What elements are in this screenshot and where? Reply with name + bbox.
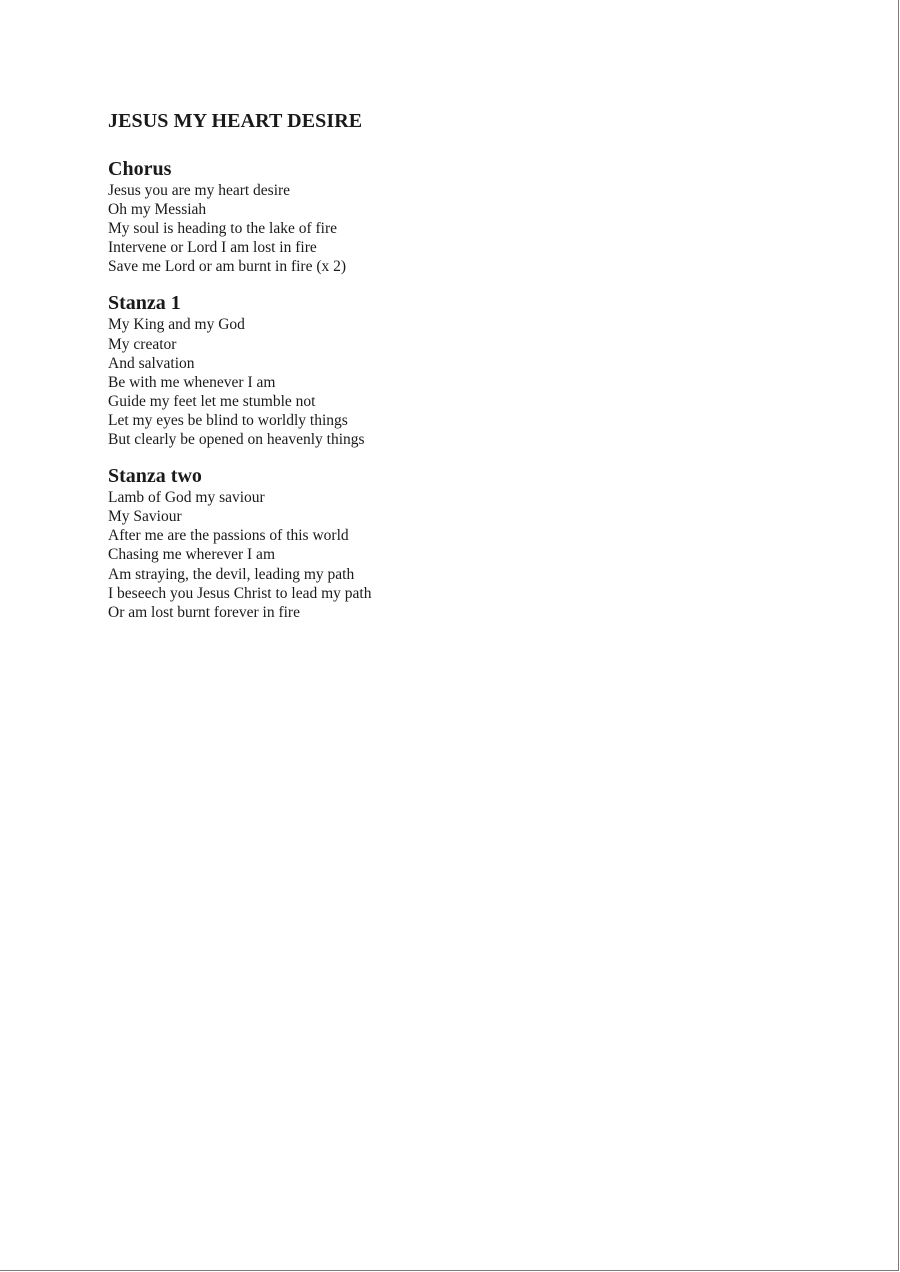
lyric-line: But clearly be opened on heavenly things (108, 431, 365, 449)
section-heading: Chorus (108, 158, 172, 180)
lyric-lines (108, 488, 808, 622)
lyric-line: Intervene or Lord I am lost in fire (108, 239, 317, 257)
lyric-line: My Saviour (108, 508, 182, 526)
lyric-line: Or am lost burnt forever in fire (108, 603, 300, 621)
lyric-line: Chasing me wherever I am (108, 546, 275, 564)
lyric-line: And salvation (108, 354, 195, 372)
lyric-line: My creator (108, 335, 177, 353)
document-content (108, 108, 808, 637)
section-heading: Stanza 1 (108, 292, 181, 315)
song-title: JESUS MY HEART DESIRE (108, 110, 363, 132)
lyric-line: Am straying, the devil, leading my path (108, 565, 355, 583)
lyric-line: I beseech you Jesus Christ to lead my path (108, 584, 372, 602)
lyric-line: After me are the passions of this world (108, 527, 349, 545)
section-chorus (108, 157, 808, 276)
lyric-line: Guide my feet let me stumble not (108, 392, 316, 410)
lyric-line: Lamb of God my saviour (108, 489, 265, 507)
lyric-line: Let my eyes be blind to worldly things (108, 411, 348, 429)
lyric-line: My King and my God (108, 316, 245, 334)
section-heading: Stanza two (108, 465, 202, 488)
lyric-line: My soul is heading to the lake of fire (108, 220, 338, 238)
section-stanza-two (108, 464, 808, 622)
section-stanza-1 (108, 291, 808, 449)
lyric-line: Save me Lord or am burnt in fire (x 2) (108, 258, 347, 276)
lyric-line: Jesus you are my heart desire (108, 182, 291, 199)
lyric-line: Oh my Messiah (108, 201, 207, 219)
lyric-lines (108, 181, 808, 276)
lyric-lines (108, 315, 808, 449)
lyric-line: Be with me whenever I am (108, 373, 276, 391)
